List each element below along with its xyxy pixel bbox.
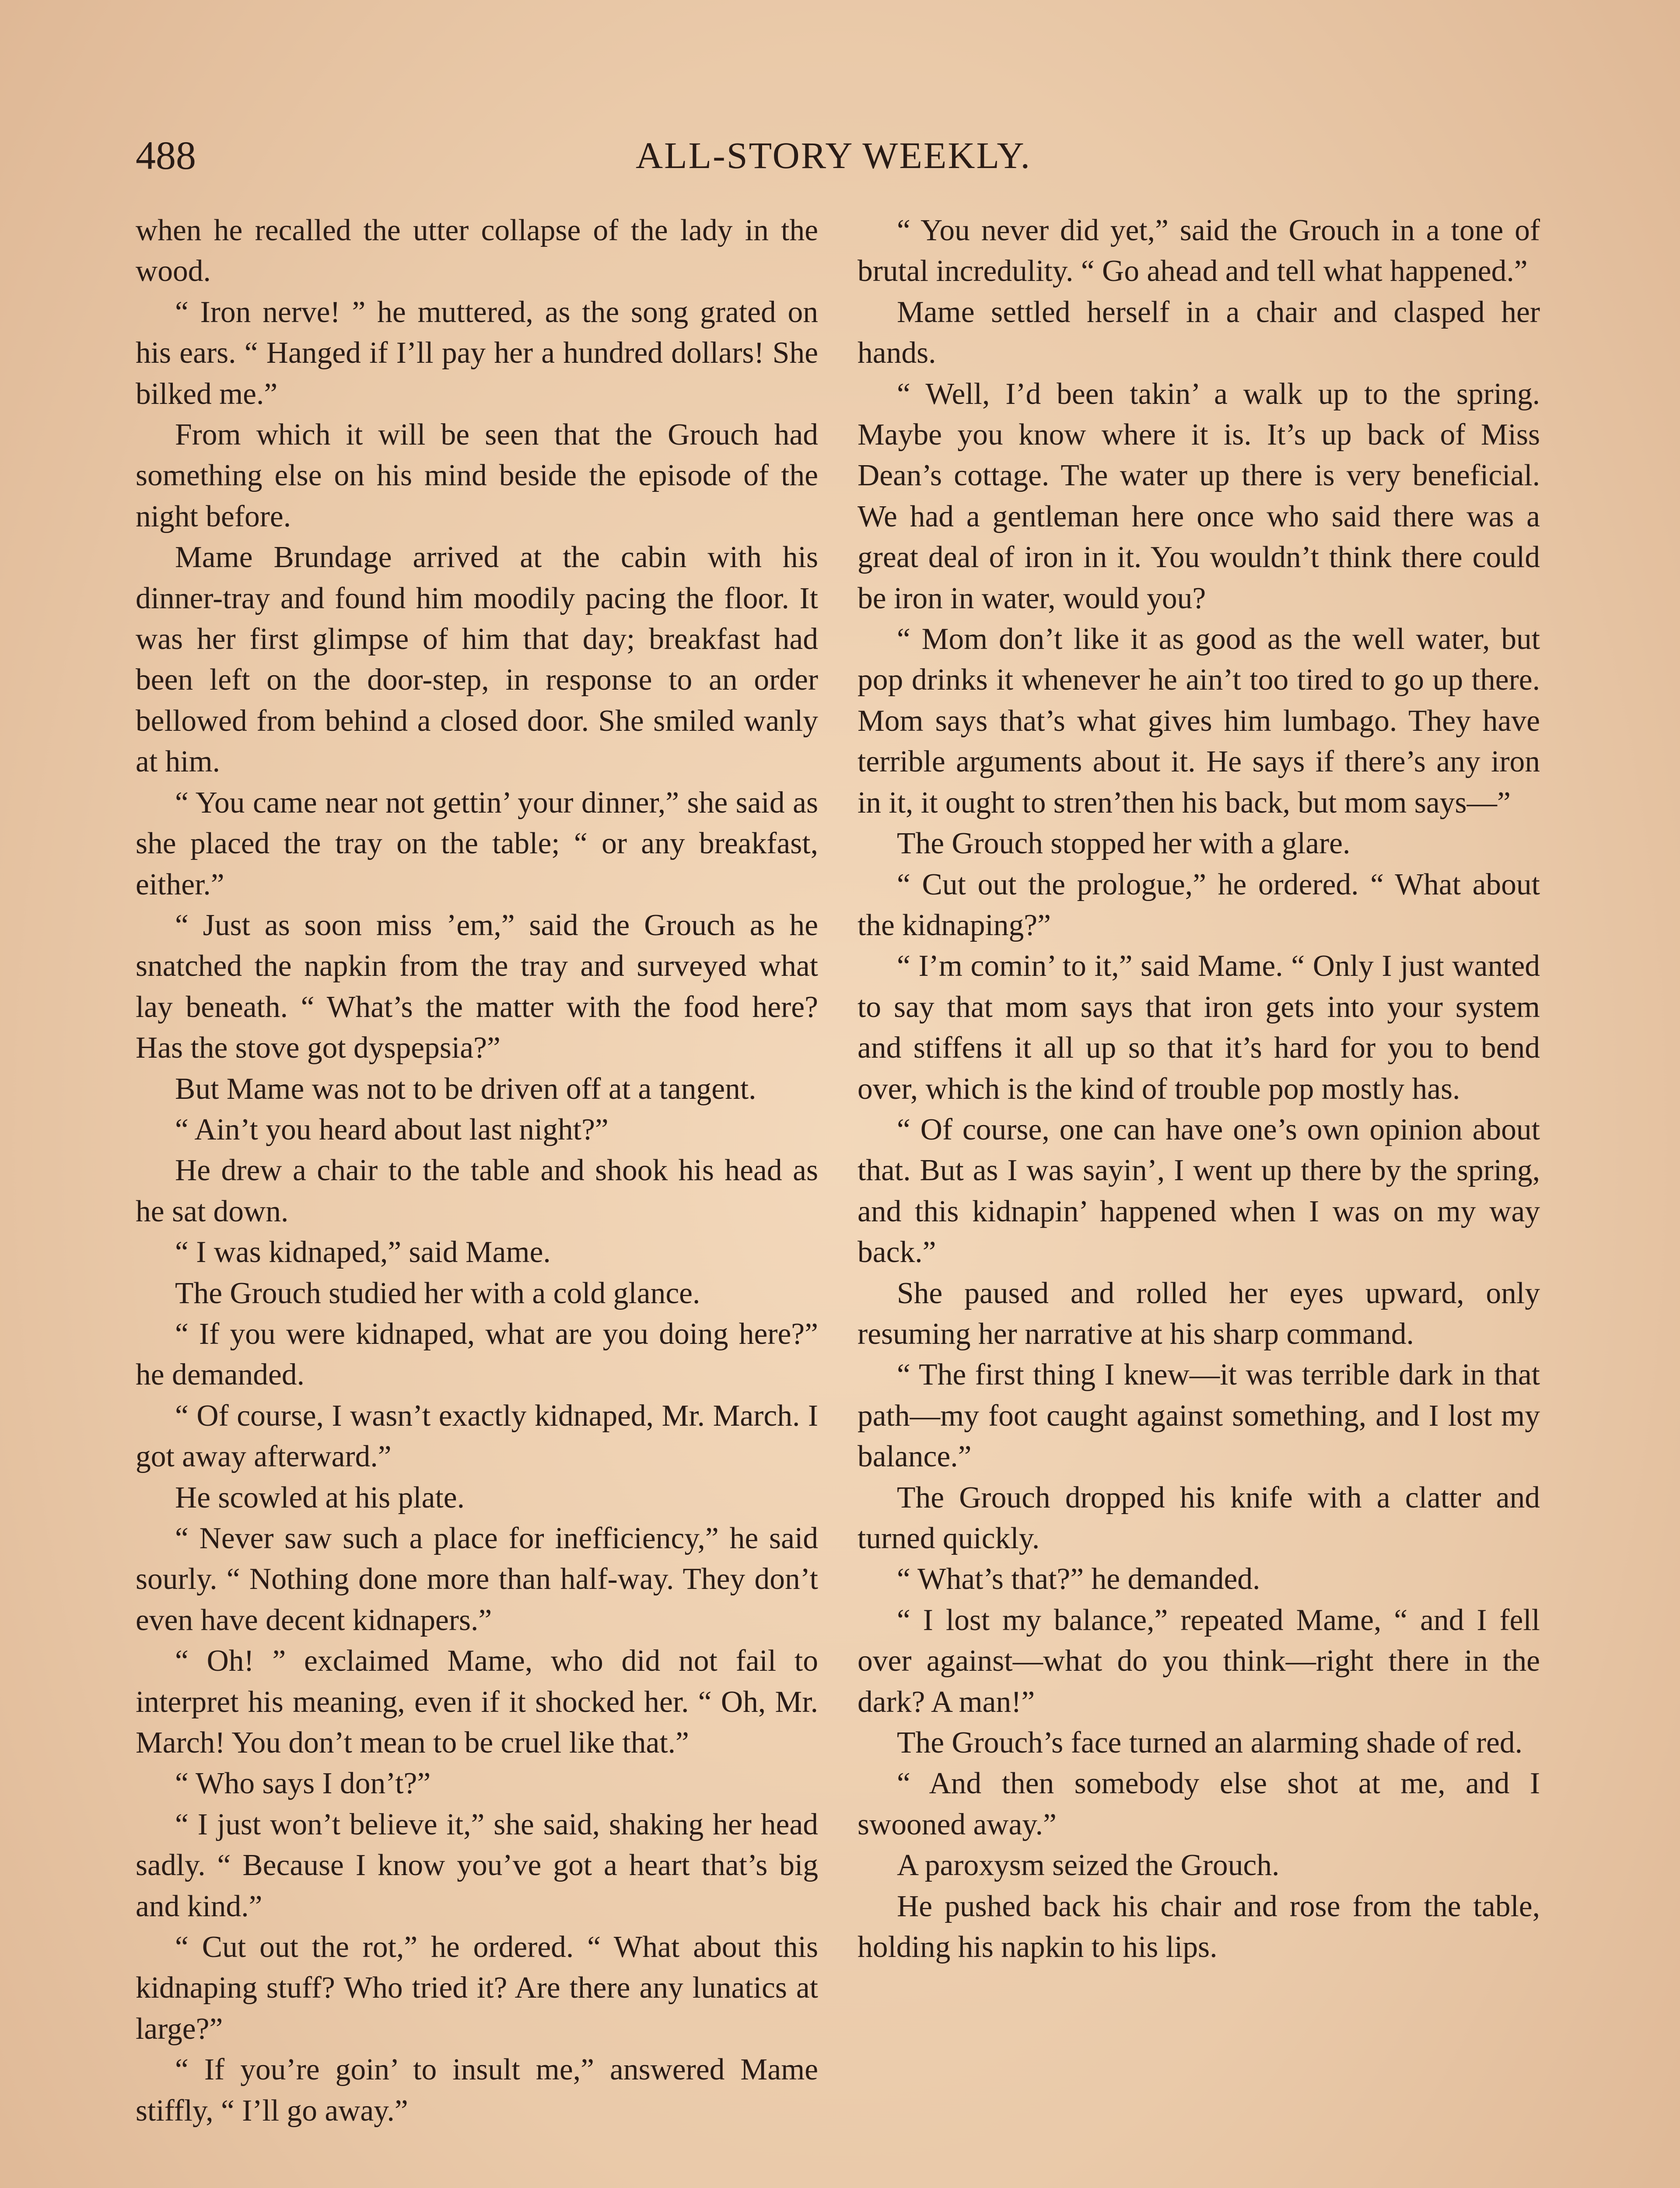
paragraph: when he recalled the utter collapse of the lady in the wood.: [136, 214, 818, 288]
paragraph: The Grouch dropped his knife with a clatter and turned quickly.: [858, 1480, 1540, 1555]
right-column: [858, 210, 1540, 1967]
paragraph: “ Never saw such a place for inefficiency,” he said sourly. “ Nothing done more than half-way. They don’t even have decent kidnapers.”: [136, 1522, 818, 1637]
left-column: [136, 210, 818, 2131]
paragraph: Mame Brundage arrived at the cabin with his dinner-tray and found him moodily pacing the floor. It was her first glimpse of him that day; breakfast had been left on the door-step, in response to an order bellowed from behind a closed door. She smiled wanly at him.: [136, 540, 818, 779]
paragraph: “ And then somebody else shot at me, and I swooned away.”: [858, 1767, 1540, 1841]
paragraph: “ I’m comin’ to it,” said Mame. “ Only I just wanted to say that mom says that iron gets into your system and stiffens it all up so that it’s hard for you to bend over, which is the kind of trouble pop mostly has.: [858, 949, 1540, 1106]
paragraph: “ If you were kidnaped, what are you doing here?” he demanded.: [136, 1317, 818, 1392]
paragraph: He pushed back his chair and rose from the table, holding his napkin to his lips.: [858, 1889, 1540, 1964]
paragraph: “ Oh! ” exclaimed Mame, who did not fail to interpret his meaning, even if it shocked her. “ Oh, Mr. March! You don’t mean to be cruel like that.”: [136, 1644, 818, 1760]
paragraph: “ Mom don’t like it as good as the well water, but pop drinks it whenever he ain’t too tired to go up there. Mom says that’s what gives him lumbago. They have terrible arguments about it. He says if there’s any iron in it, it ought to stren’then his back, but mom says—”: [858, 622, 1540, 820]
paragraph: “ What’s that?” he demanded.: [897, 1562, 1260, 1596]
paragraph: “ Cut out the prologue,” he ordered. “ What about the kidnaping?”: [858, 867, 1540, 942]
paragraph: He scowled at his plate.: [175, 1480, 465, 1515]
paragraph: “ Who says I don’t?”: [175, 1767, 431, 1801]
page-header: [136, 131, 1531, 193]
paragraph: Mame settled herself in a chair and clasped her hands.: [858, 295, 1540, 370]
paragraph: “ You came near not gettin’ your dinner,” she said as she placed the tray on the table; “ or any breakfast, either.”: [136, 785, 818, 901]
paragraph: From which it will be seen that the Grouch had something else on his mind beside the episode of the night before.: [136, 418, 818, 533]
paragraph: “ I lost my balance,” repeated Mame, “ and I fell over against—what do you think—right there in the dark? A man!”: [858, 1603, 1540, 1719]
paragraph: “ Of course, I wasn’t exactly kidnaped, Mr. March. I got away afterward.”: [136, 1399, 818, 1474]
paragraph: “ Well, I’d been takin’ a walk up to the spring. Maybe you know where it is. It’s up back of Miss Dean’s cottage. The water up there is very beneficial. We had a gentleman here once who said there was a great deal of iron in it. You wouldn’t think there could be iron in water, would you?: [858, 377, 1540, 615]
running-title: ALL-STORY WEEKLY.: [636, 134, 1031, 176]
paragraph: The Grouch stopped her with a glare.: [897, 827, 1351, 861]
paragraph: “ I was kidnaped,” said Mame.: [175, 1235, 551, 1269]
paragraph: She paused and rolled her eyes upward, only resuming her narrative at his sharp command.: [858, 1276, 1540, 1351]
paragraph: The Grouch’s face turned an alarming shade of red.: [897, 1726, 1522, 1760]
paragraph: “ Of course, one can have one’s own opinion about that. But as I was sayin’, I went up there by the spring, and this kidnapin’ happened when I was on my way back.”: [858, 1112, 1540, 1269]
paragraph: “ Cut out the rot,” he ordered. “ What about this kidnaping stuff? Who tried it? Are there any lunatics at large?”: [136, 1930, 818, 2046]
paragraph: “ Iron nerve! ” he muttered, as the song grated on his ears. “ Hanged if I’ll pay her a hundred dollars! She bilked me.”: [136, 295, 818, 411]
paragraph: “ The first thing I knew—it was terrible dark in that path—my foot caught against something, and I lost my balance.”: [858, 1358, 1540, 1474]
paragraph: “ Just as soon miss ’em,” said the Grouch as he snatched the napkin from the tray and surveyed what lay beneath. “ What’s the matter with the food here? Has the stove got dyspepsia?”: [136, 908, 818, 1065]
paragraph: “ I just won’t believe it,” she said, shaking her head sadly. “ Because I know you’ve got a heart that’s big and kind.”: [136, 1807, 818, 1923]
paragraph: A paroxysm seized the Grouch.: [897, 1848, 1280, 1883]
paragraph: “ You never did yet,” said the Grouch in a tone of brutal incredulity. “ Go ahead and tell what happened.”: [858, 214, 1540, 288]
page-number: 488: [136, 133, 196, 178]
paragraph: The Grouch studied her with a cold glance.: [175, 1276, 700, 1310]
paragraph: “ If you’re goin’ to insult me,” answered Mame stiffly, “ I’ll go away.”: [136, 2053, 818, 2128]
paragraph: He drew a chair to the table and shook his head as he sat down.: [136, 1154, 818, 1228]
paragraph: But Mame was not to be driven off at a tangent.: [175, 1072, 756, 1106]
paragraph: “ Ain’t you heard about last night?”: [175, 1112, 609, 1147]
